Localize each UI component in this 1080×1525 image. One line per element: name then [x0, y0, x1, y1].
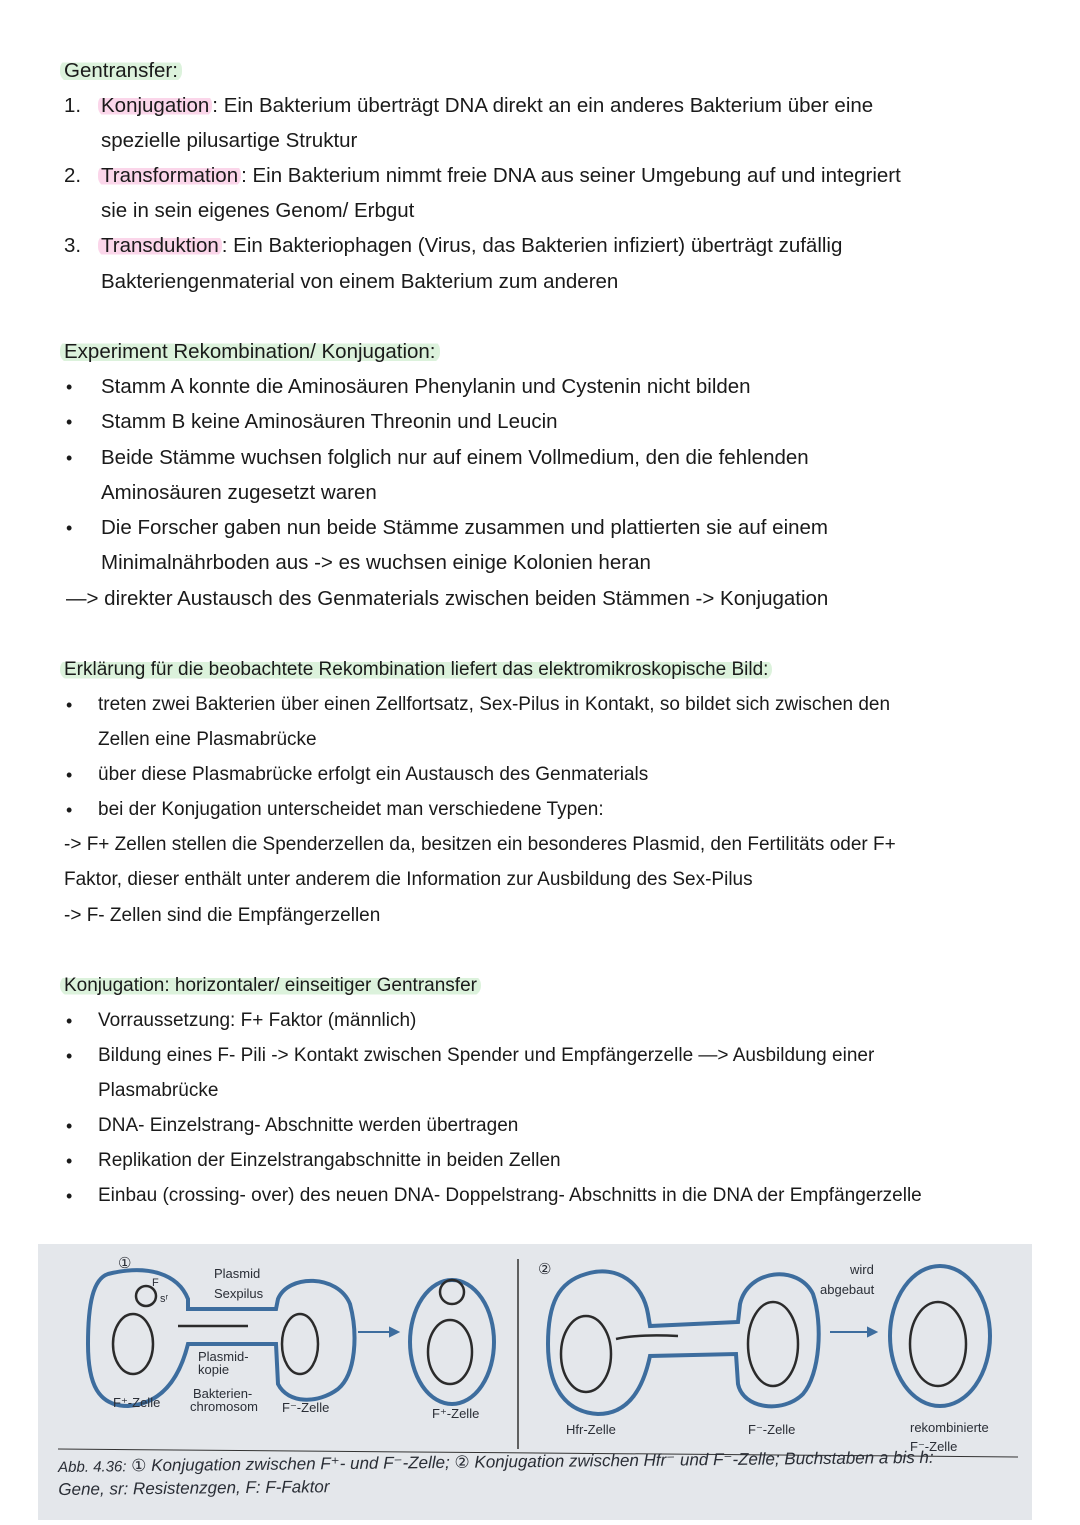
label-fminus-zelle-2: F⁻-Zelle	[748, 1422, 796, 1437]
chromosome-recombined	[910, 1302, 966, 1386]
plasmid-circle	[136, 1286, 156, 1306]
bullet: •	[66, 1011, 73, 1031]
item-line-cont: sie in sein eigenes Genom/ Erbgut	[101, 199, 415, 222]
conjugation-figure	[38, 1244, 1032, 1520]
label-wird: wird	[850, 1262, 874, 1277]
bullet-text: bei der Konjugation unterscheidet man verschiedene Typen:	[98, 799, 604, 820]
bullet: •	[66, 1046, 73, 1066]
bullet: •	[66, 765, 73, 785]
text-line: Faktor, dieser enthält unter anderem die Information zur Ausbildung des Sex-Pilus	[64, 869, 753, 890]
bullet-text-cont: Aminosäuren zugesetzt waren	[101, 481, 377, 504]
item-line: Transformation : Ein Bakterium nimmt freie DNA aus seiner Umgebung auf und integriert	[101, 162, 901, 190]
label-fplus-zelle: F⁺-Zelle	[113, 1395, 161, 1410]
text-line: -> F+ Zellen stellen die Spenderzellen da, besitzen ein besonderes Plasmid, den Fertilitäts oder F+	[64, 834, 896, 855]
bullet-text-cont: Zellen eine Plasmabrücke	[98, 729, 317, 750]
caption-line-2: Gene, sr: Resistenzgen, F: F-Faktor	[58, 1477, 330, 1499]
heading-experiment: Experiment Rekombination/ Konjugation:	[64, 338, 440, 366]
caption-abb: Abb. 4.36:	[58, 1458, 127, 1476]
label-plasmid: Plasmid	[214, 1266, 261, 1281]
bullet-text: Vorraussetzung: F+ Faktor (männlich)	[98, 1010, 417, 1031]
panel-1-number: ①	[118, 1255, 132, 1272]
chromosome-hfr	[561, 1316, 611, 1392]
term-transformation: Transformation	[98, 164, 241, 187]
conclusion-line: —> direkter Austausch des Genmaterials zwischen beiden Stämmen -> Konjugation	[66, 587, 829, 610]
item-line: Transduktion : Ein Bakteriophagen (Virus, das Bakterien infiziert) überträgt zufällig	[101, 232, 842, 260]
bullet-text: Beide Stämme wuchsen folglich nur auf einem Vollmedium, den die fehlenden	[101, 446, 809, 469]
label-plasmidkopie-1: Plasmid-	[198, 1349, 249, 1364]
bullet: •	[66, 377, 73, 397]
bullet: •	[66, 1116, 73, 1136]
label-rekomb-fminus: F⁻-Zelle	[910, 1439, 958, 1454]
term-konjugation: Konjugation	[98, 94, 212, 117]
bullet: •	[66, 448, 73, 468]
item-number: 2.	[64, 164, 82, 187]
item-line: Konjugation : Ein Bakterium überträgt DNA direkt an ein anderes Bakterium über eine	[101, 92, 873, 120]
bullet: •	[66, 1186, 73, 1206]
bullet-text: Stamm B keine Aminosäuren Threonin und Leucin	[101, 410, 558, 433]
bullet: •	[66, 1151, 73, 1171]
arrow-head-2	[868, 1328, 876, 1336]
heading-gentransfer: Gentransfer:	[64, 57, 182, 85]
heading-erklaerung: Erklärung für die beobachtete Rekombination liefert das elektromikroskopische Bild:	[64, 656, 772, 684]
label-bakterien-1: Bakterien-	[193, 1386, 253, 1401]
label-fplus-zelle-2: F⁺-Zelle	[432, 1406, 480, 1421]
label-bakterien-2: chromosom	[190, 1399, 258, 1414]
panel-2-number: ②	[538, 1261, 552, 1278]
label-plasmidkopie-2: kopie	[198, 1362, 230, 1377]
term-transduktion: Transduktion	[98, 234, 222, 257]
bullet-text-cont: Minimalnährboden aus -> es wuchsen einige Kolonien heran	[101, 551, 651, 574]
label-rekombinierte: rekombinierte	[910, 1420, 989, 1435]
item-line-cont: spezielle pilusartige Struktur	[101, 129, 358, 152]
label-fminus-zelle: F⁻-Zelle	[282, 1400, 330, 1415]
plasmid-circle-result	[440, 1280, 464, 1304]
bullet-text: Replikation der Einzelstrangabschnitte in beiden Zellen	[98, 1150, 561, 1171]
bullet: •	[66, 800, 73, 820]
label-f-factor: F	[152, 1277, 159, 1289]
bullet: •	[66, 695, 73, 715]
bacterial-chromosome	[113, 1314, 153, 1374]
label-resistance-gene: sʳ	[160, 1293, 169, 1305]
item-number: 1.	[64, 94, 82, 117]
label-hfr-zelle: Hfr-Zelle	[566, 1422, 616, 1437]
item-line-cont: Bakteriengenmaterial von einem Bakterium zum anderen	[101, 270, 619, 293]
bullet-text: Stamm A konnte die Aminosäuren Phenylanin und Cystenin nicht bilden	[101, 375, 751, 398]
dna-transfer-strand	[616, 1335, 678, 1339]
bullet-text-cont: Plasmabrücke	[98, 1080, 219, 1101]
caption-line-1: ① Konjugation zwischen F⁺- und F⁻-Zelle; ② Konjugation zwischen Hfr⁻ und F⁻-Zelle; Buchstaben a bis h:	[131, 1447, 934, 1476]
chromosome-result	[428, 1320, 472, 1384]
bullet-text: DNA- Einzelstrang- Abschnitte werden übertragen	[98, 1115, 519, 1136]
label-sexpilus: Sexpilus	[214, 1286, 264, 1301]
bullet-text: Bildung eines F- Pili -> Kontakt zwischen Spender und Empfängerzelle —> Ausbildung einer	[98, 1045, 875, 1066]
heading-konjugation: Konjugation: horizontaler/ einseitiger Gentransfer	[64, 972, 481, 1000]
chromosome-f-minus-2	[748, 1302, 798, 1386]
arrow-head	[390, 1328, 398, 1336]
bullet-text: Einbau (crossing- over) des neuen DNA- Doppelstrang- Abschnitts in die DNA der Empfängerzelle	[98, 1185, 922, 1206]
f-plus-cell-result-outline	[410, 1280, 494, 1404]
bullet: •	[66, 412, 73, 432]
chromosome-f-minus	[282, 1314, 318, 1374]
bullet-text: über diese Plasmabrücke erfolgt ein Austausch des Genmaterials	[98, 764, 649, 785]
text-line: -> F- Zellen sind die Empfängerzellen	[64, 905, 381, 926]
label-abgebaut: abgebaut	[820, 1282, 875, 1297]
bullet-text: treten zwei Bakterien über einen Zellfortsatz, Sex-Pilus in Kontakt, so bildet sich zwischen den	[98, 694, 891, 715]
item-number: 3.	[64, 234, 82, 257]
bullet-text: Die Forscher gaben nun beide Stämme zusammen und plattierten sie auf einem	[101, 516, 829, 539]
bullet: •	[66, 518, 73, 538]
